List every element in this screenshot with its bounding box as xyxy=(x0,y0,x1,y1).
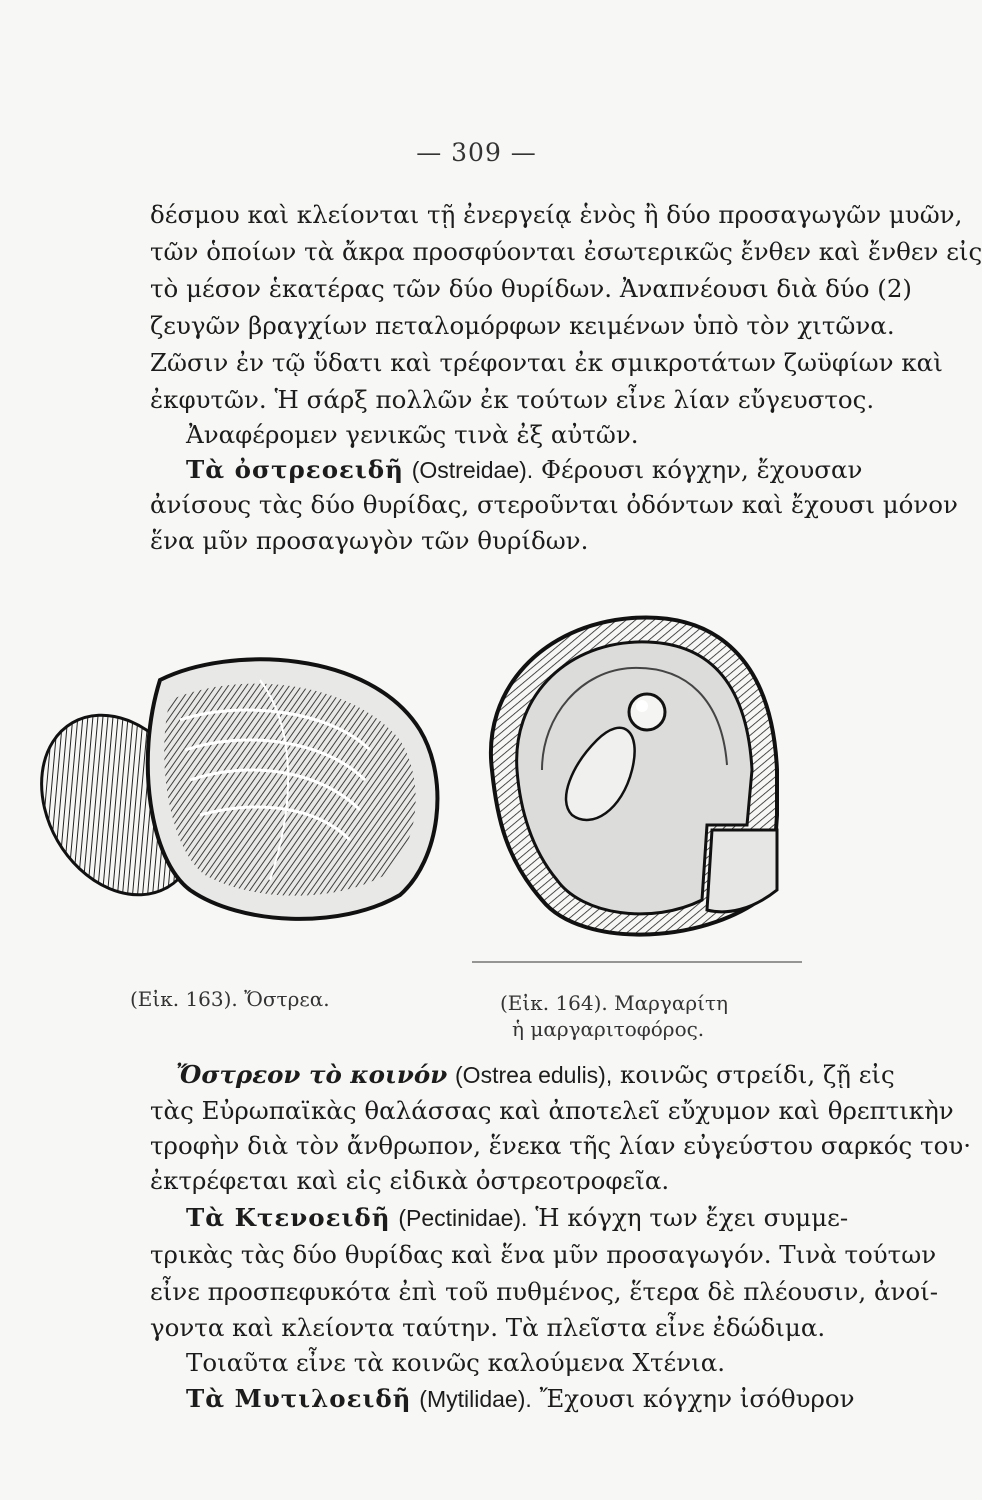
pearl-oyster-illustration xyxy=(472,600,802,965)
ostreidae-line-1 xyxy=(186,455,863,485)
mytilidae-text: Ἔχουσι κόγχην ἰσόθυρον xyxy=(539,1384,855,1413)
mytilidae-latin: (Mytilidae). xyxy=(419,1386,532,1412)
oyster-text: κοινῶς στρείδι, ζῇ εἰς xyxy=(620,1060,895,1089)
ostreidae-text: Φέρουσι κόγχην, ἔχουσαν xyxy=(540,455,863,484)
fig163-caption: (Εἰκ. 163). Ὄστρεα. xyxy=(130,987,330,1011)
text-line-2: τῶν ὁποίων τὰ ἄκρα προσφύονται ἐσωτερικῶς ἔνθεν καὶ ἔνθεν εἰς xyxy=(150,237,982,266)
text-line-6: ἐκφυτῶν. Ἡ σάρξ πολλῶν ἐκ τούτων εἶνε λίαν εὔγευστος. xyxy=(150,385,875,414)
oyster-latin: (Ostrea edulis), xyxy=(455,1062,613,1088)
text-line-3: τὸ μέσον ἑκατέρας τῶν δύο θυρίδων. Ἀναπνέουσι διὰ δύο (2) xyxy=(150,274,912,303)
pectinidae-text: Ἡ κόγχη των ἔχει συμμε- xyxy=(535,1203,849,1232)
text-line-4: ζευγῶν βραγχίων πεταλομόρφων κειμένων ὑπὸ τὸν χιτῶνα. xyxy=(150,311,895,340)
oyster-term: Ὄστρεον τὸ κοινόν xyxy=(176,1060,448,1089)
pectinidae-line-3: εἶνε προσπεφυκότα ἐπὶ τοῦ πυθμένος, ἕτερα δὲ πλέουσιν, ἀνοί- xyxy=(150,1277,939,1306)
pectinidae-line-4: γοντα καὶ κλείοντα ταύτην. Τὰ πλεῖστα εἶνε ἐδώδιμα. xyxy=(150,1313,826,1342)
oyster-line-1 xyxy=(176,1060,895,1090)
pectinidae-latin: (Pectinidae). xyxy=(398,1205,528,1231)
oyster-illustration xyxy=(40,640,450,925)
ostreidae-heading: Τὰ ὀστρεοειδῆ xyxy=(186,455,404,484)
text-line-5: Ζῶσιν ἐν τῷ ὕδατι καὶ τρέφονται ἐκ σμικροτάτων ζωϋφίων καὶ xyxy=(150,348,943,377)
page-number: — 309 — xyxy=(416,138,537,167)
pectinidae-line-1 xyxy=(186,1203,849,1233)
ostreidae-line-3: ἕνα μῦν προσαγωγὸν τῶν θυρίδων. xyxy=(150,526,589,555)
oyster-line-4: ἐκτρέφεται καὶ εἰς εἰδικὰ ὀστρεοτροφεῖα. xyxy=(150,1166,670,1195)
pectinidae-line-2: τρικὰς τὰς δύο θυρίδας καὶ ἕνα μῦν προσαγωγόν. Τινὰ τούτων xyxy=(150,1240,937,1269)
mytilidae-line-1 xyxy=(186,1384,855,1414)
fig164-caption-line-1: (Εἰκ. 164). Μαργαρίτη xyxy=(500,991,728,1015)
pectinidae-heading: Τὰ Κτενοειδῆ xyxy=(186,1203,391,1232)
text-line-1: δέσμου καὶ κλείονται τῇ ἐνεργείᾳ ἑνὸς ἢ δύο προσαγωγῶν μυῶν, xyxy=(150,200,963,229)
mytilidae-heading: Τὰ Μυτιλοειδῆ xyxy=(186,1384,412,1413)
ostreidae-latin: (Ostreidae). xyxy=(411,457,534,483)
ostreidae-line-2: ἀνίσους τὰς δύο θυρίδας, στεροῦνται ὀδόντων καὶ ἔχουσι μόνον xyxy=(150,490,958,519)
pectinidae-line-5: Τοιαῦτα εἶνε τὰ κοινῶς καλούμενα Χτένια. xyxy=(186,1348,726,1377)
fig164-caption-line-2: ἡ μαργαριτοφόρος. xyxy=(512,1017,705,1041)
oyster-line-3: τροφὴν διὰ τὸν ἄνθρωπον, ἕνεκα τῆς λίαν εὐγεύστου σαρκός του· xyxy=(150,1131,972,1160)
text-line-7: Ἀναφέρομεν γενικῶς τινὰ ἐξ αὐτῶν. xyxy=(186,420,639,449)
oyster-line-2: τὰς Εὐρωπαϊκὰς θαλάσσας καὶ ἀποτελεῖ εὔχυμον καὶ θρεπτικὴν xyxy=(150,1096,954,1125)
